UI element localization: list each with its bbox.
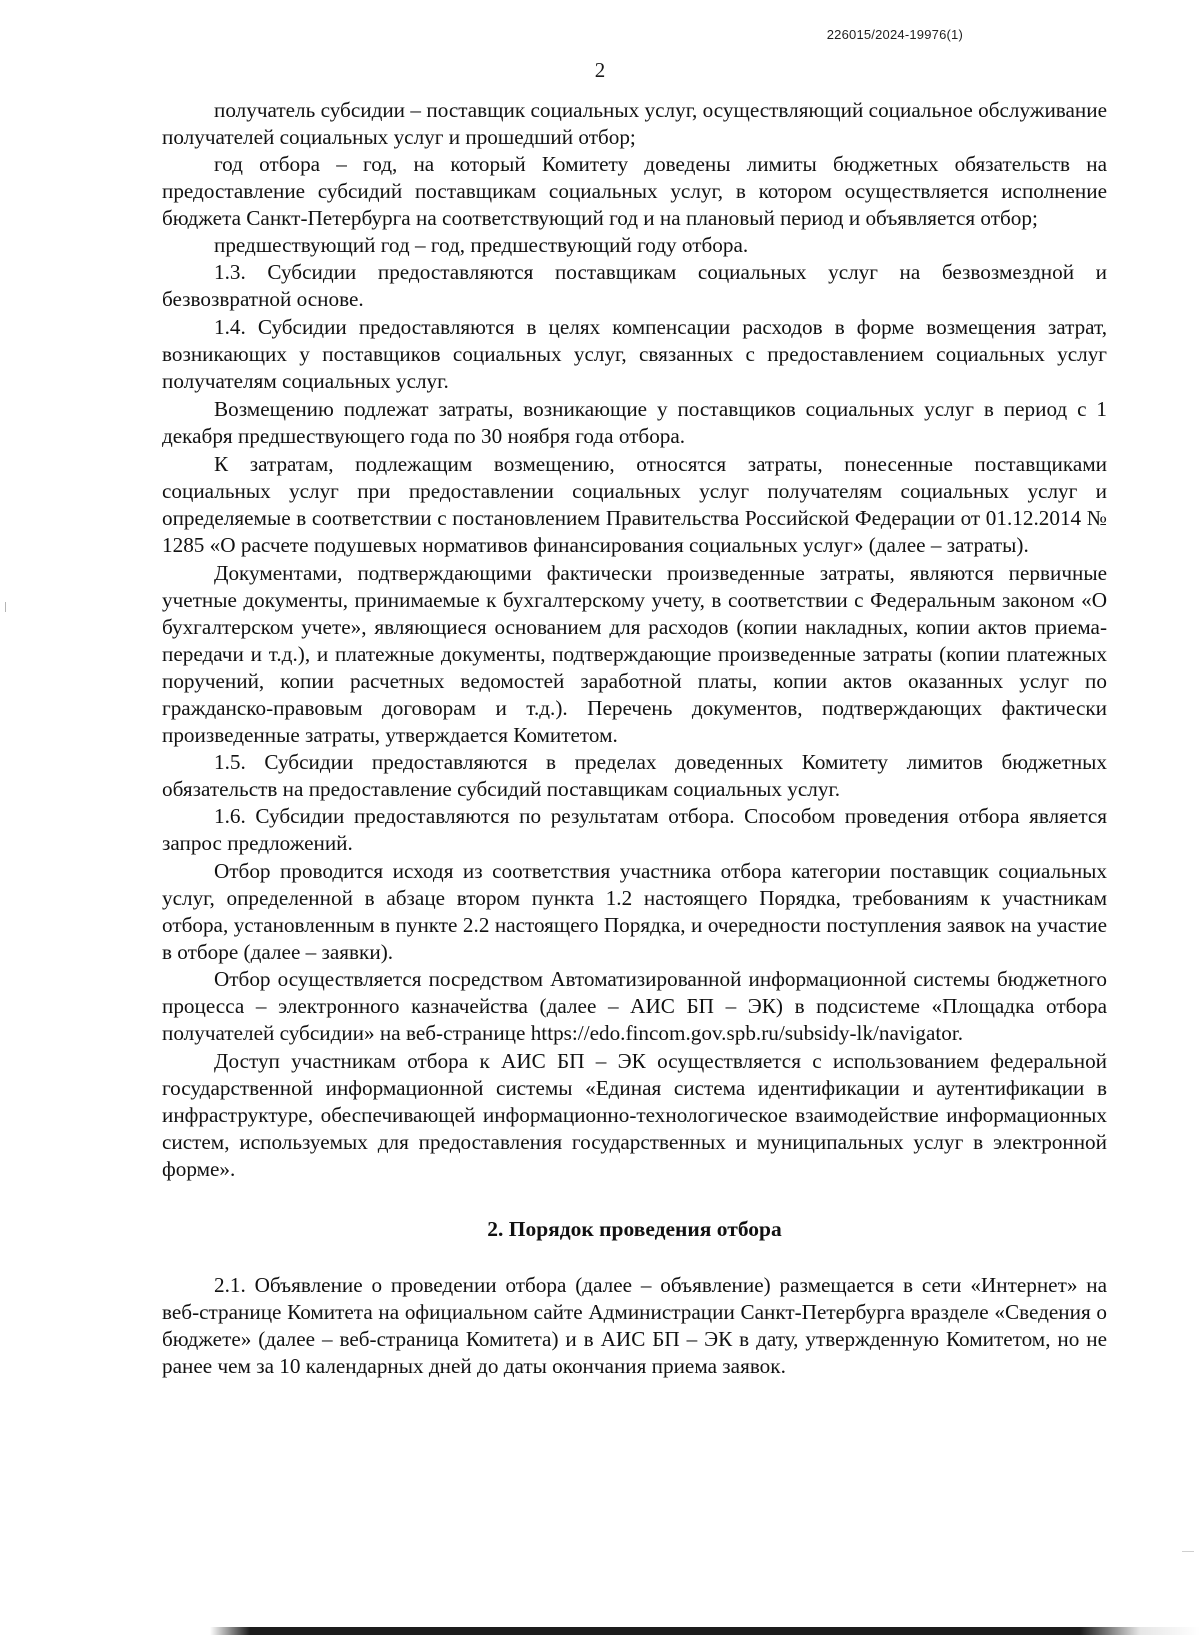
paragraph-1-5: 1.5. Субсидии предоставляются в пределах доведенных Комитету лимитов бюджетных обязательств на предоставление субсидий поставщикам социальных услуг.	[162, 750, 1107, 801]
page-number: 2	[594, 58, 606, 82]
paragraph-1-6: 1.6. Субсидии предоставляются по результатам отбора. Способом проведения отбора является запрос предложений.	[162, 804, 1107, 855]
document-registration-number: 226015/2024-19976(1)	[826, 27, 963, 42]
paragraph-selection-criteria: Отбор проводится исходя из соответствия участника отбора категории поставщик социальных услуг, определенной в абзаце втором пункта 1.2 настоящего Порядка, требованиям к участникам отбора, установленным в пункте 2.2 настоящего Порядка, и очередности поступления заявок на участие в отборе (далее – заявки).	[162, 859, 1107, 964]
paragraph-2-1: 2.1. Объявление о проведении отбора (далее – объявление) размещается в сети «Интернет» на веб-странице Комитета на официальном сайте Администрации Санкт-Петербурга вразделе «Сведения о бюджете» (далее – веб-страница Комитета) и в АИС БП – ЭК в дату, утвержденную Комитетом, но не ранее чем за 10 календарных дней до даты окончания приема заявок.	[162, 1273, 1107, 1378]
paragraph-costs-definition: К затратам, подлежащим возмещению, относятся затраты, понесенные поставщиками социальных услуг при предоставлении социальных услуг получателям социальных услуг и определяемые в соответствии с постановлением Правительства Российской Федерации от 01.12.2014 № 1285 «О расчете подушевых нормативов финансирования социальных услуг» (далее – затраты).	[162, 452, 1107, 557]
document-body	[162, 97, 1107, 1380]
paragraph-1-3: 1.3. Субсидии предоставляются поставщикам социальных услуг на безвозмездной и безвозвратной основе.	[162, 260, 1107, 311]
paragraph-selection-system: Отбор осуществляется посредством Автоматизированной информационной системы бюджетного процесса – электронного казначейства (далее – АИС БП – ЭК) в подсистеме «Площадка отбора получателей субсидии» на веб-странице https://edo.fincom.gov.spb.ru/subsidy-lk/navigator.	[162, 967, 1107, 1045]
paragraph-system-access: Доступ участникам отбора к АИС БП – ЭК осуществляется с использованием федеральной государственной информационной системы «Единая система идентификации и аутентификации в инфраструктуре, обеспечивающей информационно-технологическое взаимодействие информационных систем, используемых для предоставления государственных и муниципальных услуг в электронной форме».	[162, 1049, 1107, 1181]
scan-margin-mark	[5, 602, 12, 612]
paragraph-definition-selection-year: год отбора – год, на который Комитету доведены лимиты бюджетных обязательств на предоставление субсидий поставщикам социальных услуг, в котором осуществляется исполнение бюджета Санкт-Петербурга на соответствующий год и на плановый период и объявляется отбор;	[162, 152, 1107, 230]
paragraph-reimbursement-period: Возмещению подлежат затраты, возникающие у поставщиков социальных услуг в период с 1 декабря предшествующего года по 30 ноября года отбора.	[162, 397, 1107, 448]
scan-bottom-edge	[0, 1627, 1200, 1635]
section-heading: 2. Порядок проведения отбора	[487, 1217, 782, 1241]
paragraph-supporting-documents: Документами, подтверждающими фактически произведенные затраты, являются первичные учетные документы, принимаемые к бухгалтерскому учету, в соответствии с Федеральным законом «О бухгалтерском учете», являющиеся основанием для расходов (копии накладных, копии актов приема-передачи и т.д.), и платежные документы, подтверждающие произведенные затраты (копии платежных поручений, копии расчетных ведомостей заработной платы, копии актов оказанных услуг по гражданско-правовым договорам и т.д.). Перечень документов, подтверждающих фактически произведенные затраты, утверждается Комитетом.	[162, 561, 1107, 747]
scan-edge-mark	[1182, 1551, 1194, 1557]
paragraph-1-4: 1.4. Субсидии предоставляются в целях компенсации расходов в форме возмещения затрат, возникающих у поставщиков социальных услуг, связанных с предоставлением социальных услуг получателям социальных услуг.	[162, 315, 1107, 393]
paragraph-definition-recipient: получатель субсидии – поставщик социальных услуг, осуществляющий социальное обслуживание получателей социальных услуг и прошедший отбор;	[162, 98, 1107, 149]
paragraph-definition-previous-year: предшествующий год – год, предшествующий году отбора.	[214, 233, 749, 257]
